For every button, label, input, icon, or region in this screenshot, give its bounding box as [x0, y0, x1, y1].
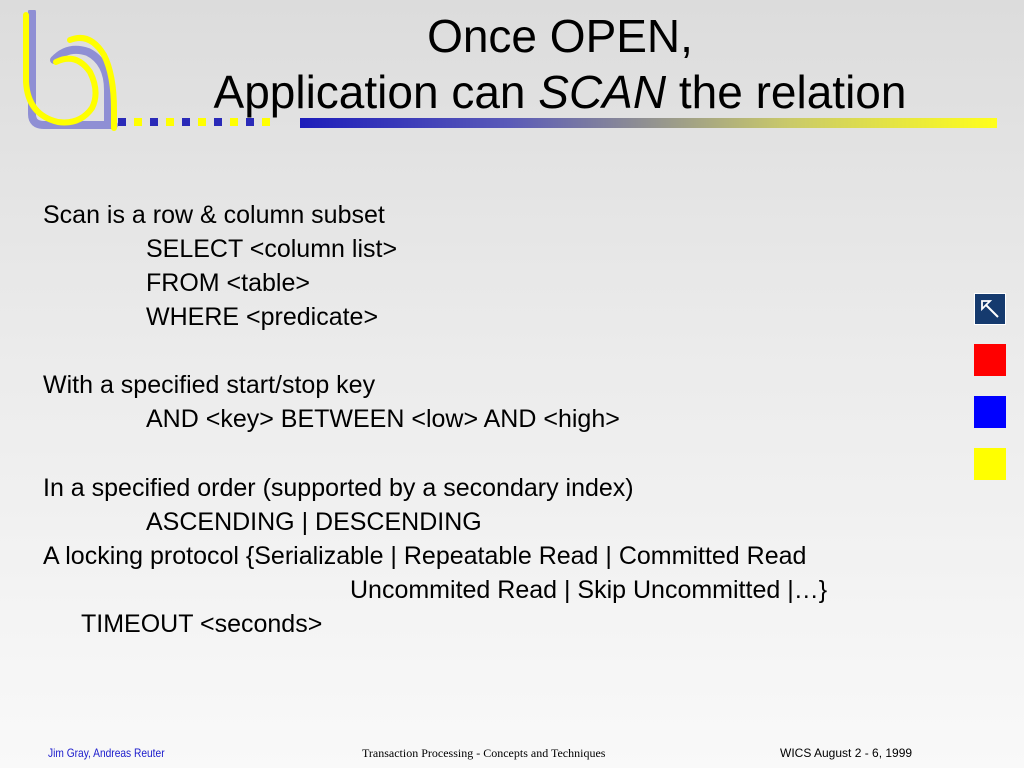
arrow-up-left-icon [978, 297, 1002, 321]
footer-authors: Jim Gray, Andreas Reuter [48, 746, 165, 760]
title-line-2-suffix: the relation [666, 66, 907, 118]
title-line-2-italic: SCAN [538, 66, 667, 118]
body-line: WHERE <predicate> [146, 303, 379, 331]
body-line: SELECT <column list> [146, 235, 398, 263]
nav-red-button[interactable] [974, 344, 1006, 376]
body-line: ASCENDING | DESCENDING [146, 508, 482, 536]
body-line: FROM <table> [146, 269, 310, 297]
nav-back-button[interactable] [974, 293, 1006, 325]
title-line-2-prefix: Application can [213, 66, 539, 118]
title-underline-bar [300, 118, 997, 128]
body-line: Scan is a row & column subset [43, 201, 385, 229]
title-line-1: Once OPEN, [427, 10, 693, 62]
body-line: With a specified start/stop key [43, 371, 376, 399]
footer-date: WICS August 2 - 6, 1999 [780, 746, 913, 760]
body-line: TIMEOUT <seconds> [81, 610, 323, 638]
nav-yellow-button[interactable] [974, 448, 1006, 480]
body-line: A locking protocol {Serializable | Repeatable Read | Committed Read [43, 542, 807, 570]
footer-course-title: Transaction Processing - Concepts and Techniques [362, 746, 606, 760]
body-line: AND <key> BETWEEN <low> AND <high> [146, 405, 620, 433]
body-line: Uncommited Read | Skip Uncommitted |…} [350, 576, 828, 604]
slide-title [170, 8, 950, 120]
body-line: In a specified order (supported by a secondary index) [43, 474, 634, 502]
nav-blue-button[interactable] [974, 396, 1006, 428]
